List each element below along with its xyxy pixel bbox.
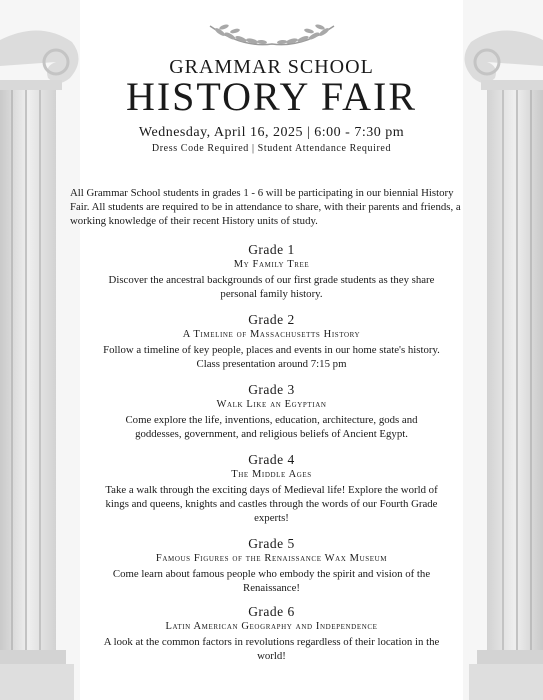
grade-description: Discover the ancestral backgrounds of our first grade students as they share personal family history. — [108, 274, 435, 300]
grade-section — [70, 242, 473, 301]
grade-topic: A Timeline of Massachusetts History — [182, 329, 361, 340]
event-requirements: Dress Code Required | Student Attendance Required — [151, 143, 392, 154]
left-column-decoration — [0, 0, 80, 700]
event-date-time: Wednesday, April 16, 2025 | 6:00 - 7:30 pm — [138, 125, 405, 140]
grade-section — [70, 604, 473, 663]
grade-description: Come explore the life, inventions, education, architecture, gods and goddesses, government, and religious beliefs of Ancient Egypt. — [125, 414, 418, 440]
flyer-content — [70, 0, 473, 700]
grade-label: Grade 2 — [248, 312, 295, 327]
intro-paragraph: All Grammar School students in grades 1 - 6 will be participating in our biennial History Fair. All students are required to be in attendance to share, with their parents and friends, a working knowledge of their recent History units of study. — [70, 187, 461, 227]
grade-section — [70, 312, 473, 371]
grade-topic: Latin American Geography and Independence — [165, 621, 378, 632]
grade-label: Grade 4 — [248, 452, 295, 467]
grade-section — [70, 536, 473, 595]
grade-topic: My Family Tree — [233, 259, 310, 270]
laurel-wreath-icon — [202, 18, 342, 48]
grade-label: Grade 5 — [248, 536, 295, 551]
event-title: HISTORY FAIR — [125, 74, 418, 119]
grade-section — [70, 382, 473, 441]
grade-label: Grade 1 — [248, 242, 295, 257]
grade-description: Follow a timeline of key people, places and events in our home state's history. Class presentation around 7:15 pm — [103, 344, 440, 370]
right-column-decoration — [463, 0, 543, 700]
grade-description: A look at the common factors in revolutions regardless of their location in the world! — [103, 636, 440, 662]
grade-section — [70, 452, 473, 525]
grade-label: Grade 6 — [248, 604, 295, 619]
grade-topic: The Middle Ages — [231, 469, 312, 480]
grade-label: Grade 3 — [248, 382, 295, 397]
grade-topic: Walk Like an Egyptian — [216, 399, 327, 410]
grade-description: Come learn about famous people who embody the spirit and vision of the Renaissance! — [112, 568, 431, 594]
grade-description: Take a walk through the exciting days of Medieval life! Explore the world of kings and queens, knights and castles through the words of our Fourth Grade experts! — [105, 484, 438, 524]
grade-topic: Famous Figures of the Renaissance Wax Museum — [155, 553, 388, 564]
school-name: GRAMMAR SCHOOL — [169, 56, 374, 78]
